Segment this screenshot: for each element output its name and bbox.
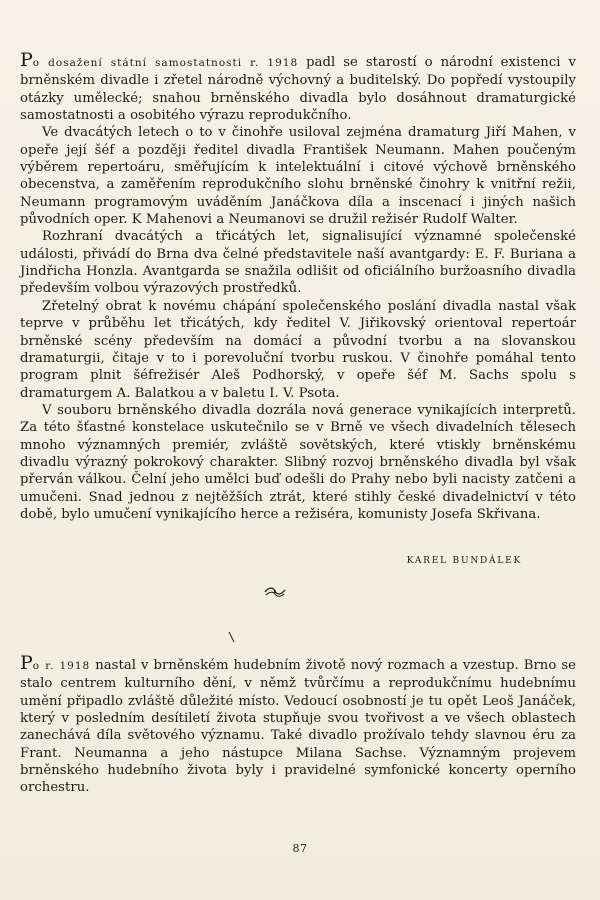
lead-smallcaps: o dosažení státní samostatnosti r. 1918 xyxy=(32,57,299,69)
author-signature: KAREL BUNDÁLEK xyxy=(406,556,522,566)
paragraph: Ve dvacátých letech o to v činohře usiloval zejména dramaturg Jiří Mahen, v opeře její šéf a později ředitel divadla František Neumann. Mahen poučeným výběrem repertoáru, směřujícím k intelektuální i citové výchově brněnského obecenstva, a zaměřením reprodukčního slohu brněnské činohry k vnitřní režii, Neumann programovým uváděním Janáčkova díla a inscenací i jiných našich původních oper. K Mahenovi a Neumanovi se družil režisér Rudolf Walter. xyxy=(20,125,576,228)
lead-text: nastal v brněnském hudebním životě nový rozmach a vzestup. Brno se stalo centrem kulturního dění, v němž tvůrčímu a reprodukčnímu hudebnímu umění připadlo zvláště důležité místo. Vedoucí osobností je tu opět Leoš Janáček, který v posledním desítiletí života stupňuje svou tvořivost a ve všech oblastech zanechává díla světového významu. Také divadlo prožívalo tehdy slavnou éru za Frant. Neumanna a jeho nástupce Milana Sachse. Významným projevem brněnského hudebního života byly i pravidelné symfonické koncerty operního orchestru. xyxy=(20,658,576,796)
paragraph: Rozhraní dvacátých a třicátých let, signalisující významné společenské události, přivádí do Brna dva čelné představitele naší avantgardy: E. F. Buriana a Jindřicha Honzla. Avantgarda se snažila odlišit od oficiálního buržoasního divadla především volbou výrazových prostředků. xyxy=(20,229,576,297)
lead-smallcaps: o r. 1918 xyxy=(32,660,91,672)
ink-mark-icon xyxy=(228,631,236,643)
page-number: 87 xyxy=(292,842,308,855)
paragraph: Zřetelný obrat k novému chápání společenského poslání divadla nastal však teprve v průběhu let třicátých, kdy ředitel V. Jiřikovský orientoval repertoár brněnské scény především na domácí a původní tvorbu a na slovanskou dramaturgii, čitaje v to i porevoluční tvorbu ruskou. V činohře pomáhal tento program plnit šéfrežisér Aleš Podhorský, v opeře šéf M. Sachs spolu s dramaturgem A. Balatkou a v baletu I. V. Psota. xyxy=(20,298,576,401)
drop-cap: P xyxy=(20,49,33,71)
article-music xyxy=(20,652,576,797)
paragraph: V souboru brněnského divadla dozrála nová generace vynikajících interpretů. Za této šťastné konstelace uskutečnilo se v Brně ve všech divadelních tělesech mnoho významných premiér, zvláště sovětských, které vtiskly brněnskému divadlu výrazný pokrokový charakter. Slibný rozvoj brněnského divadla byl však přerván válkou. Čelní jeho umělci buď odešli do Prahy nebo byli nacisty zatčeni a umučeni. Snad jednou z nejtěžších ztrát, které stihly české divadelnictví v této době, bylo umučení vynikajícího herce a režiséra, komunisty Josefa Skřivana. xyxy=(20,402,576,522)
paragraph-opening xyxy=(20,49,576,124)
article-theatre xyxy=(20,49,576,523)
fleuron-ornament-icon xyxy=(263,585,287,599)
lead-text: padl se starostí o národní existenci v brněnském divadle i zřetel národně výchovný a buditelský. Do popředí vystoupily otázky umělecké; snahou brněnského divadla bylo dosáhnout dramaturgické samostatnosti a osobitého výrazu reprodukčního. xyxy=(20,55,576,124)
paragraph-opening xyxy=(20,652,576,797)
drop-cap: P xyxy=(20,652,33,674)
